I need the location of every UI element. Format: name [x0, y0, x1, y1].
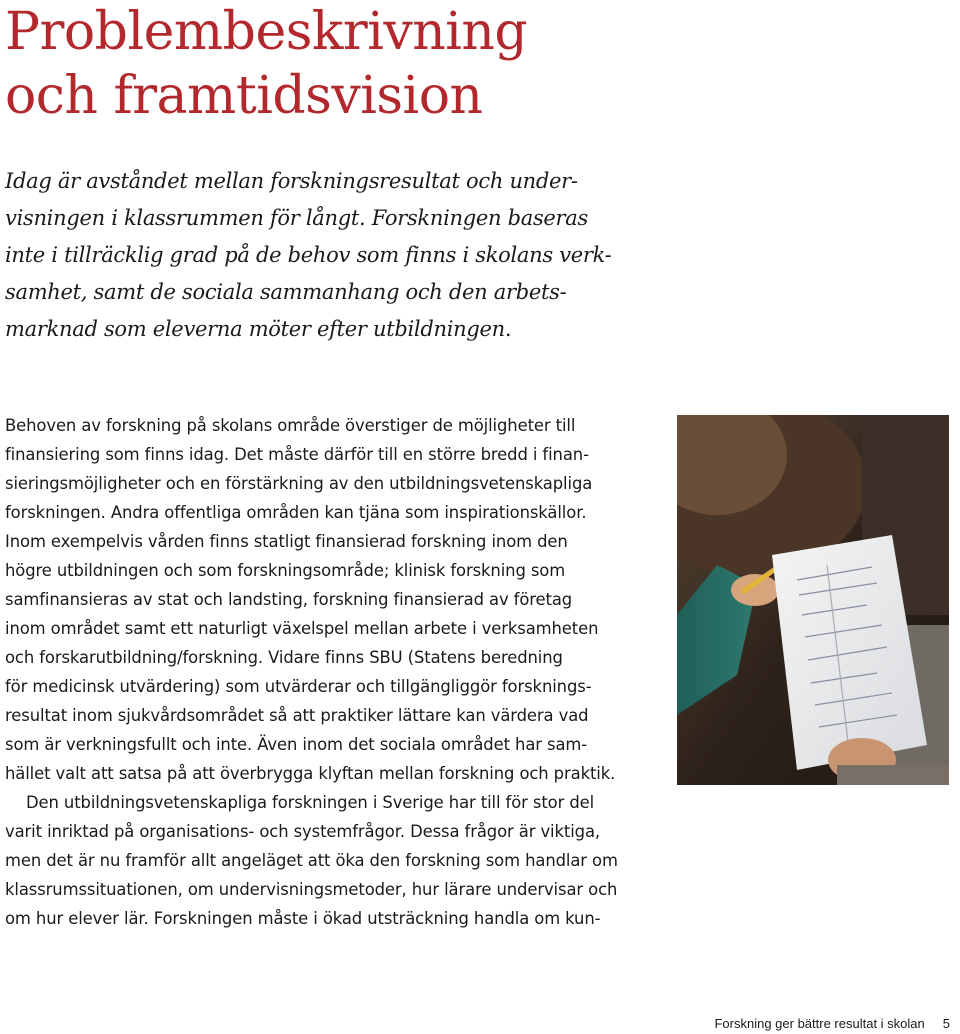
title-line: och framtidsvision: [5, 66, 483, 126]
body-line: klassrumssituationen, om undervisningsmetoder, hur lärare undervisar och: [5, 880, 618, 899]
body-line: men det är nu framför allt angeläget att öka den forskning som handlar om: [5, 851, 618, 870]
body-line: forskningen. Andra offentliga områden kan tjäna som inspirationskällor.: [5, 503, 587, 522]
page-number: 5: [942, 1016, 950, 1031]
body-line: Behoven av forskning på skolans område överstiger de möjligheter till: [5, 416, 576, 435]
body-line: samfinansieras av stat och landsting, forskning finansierad av företag: [5, 590, 573, 609]
page-footer: [714, 1016, 950, 1032]
body-line: resultat inom sjukvårdsområdet så att praktiker lättare kan värdera vad: [5, 706, 589, 725]
body-line: sieringsmöjligheter och en förstärkning av den utbildningsvetenskapliga: [5, 474, 593, 493]
body-line: varit inriktad på organisations- och systemfrågor. Dessa frågor är viktiga,: [5, 822, 601, 841]
body-line: om hur elever lär. Forskningen måste i ökad utsträckning handla om kun-: [5, 909, 601, 928]
lead-line: marknad som eleverna möter efter utbildningen.: [5, 317, 512, 341]
body-line: finansiering som finns idag. Det måste därför till en större bredd i finan-: [5, 445, 589, 464]
running-title: Forskning ger bättre resultat i skolan: [714, 1016, 925, 1031]
page-title: [5, 0, 705, 128]
body-line: Inom exempelvis vården finns statligt finansierad forskning inom den: [5, 532, 568, 551]
body-line: som är verkningsfullt och inte. Även inom det sociala området har sam-: [5, 735, 588, 754]
lead-paragraph: [5, 163, 645, 348]
body-line: och forskarutbildning/forskning. Vidare finns SBU (Statens beredning: [5, 648, 563, 667]
body-line: Den utbildningsvetenskapliga forskningen i Sverige har till för stor del: [26, 793, 595, 812]
body-line: inom området samt ett naturligt växelspel mellan arbete i verksamheten: [5, 619, 599, 638]
classroom-photo: [677, 415, 949, 785]
lead-line: Idag är avståndet mellan forskningsresultat och under-: [5, 169, 578, 193]
body-line: högre utbildningen och som forskningsområde; klinisk forskning som: [5, 561, 566, 580]
title-line: Problembeskrivning: [5, 2, 528, 62]
lead-line: samhet, samt de sociala sammanhang och den arbets-: [5, 280, 567, 304]
body-line: för medicinsk utvärdering) som utvärderar och tillgängliggör forsknings-: [5, 677, 592, 696]
lead-line: visningen i klassrummen för långt. Forskningen baseras: [5, 206, 588, 230]
body-text: [5, 411, 635, 933]
body-line: hället valt att satsa på att överbrygga klyftan mellan forskning och praktik.: [5, 764, 616, 783]
lead-line: inte i tillräcklig grad på de behov som finns i skolans verk-: [5, 243, 612, 267]
